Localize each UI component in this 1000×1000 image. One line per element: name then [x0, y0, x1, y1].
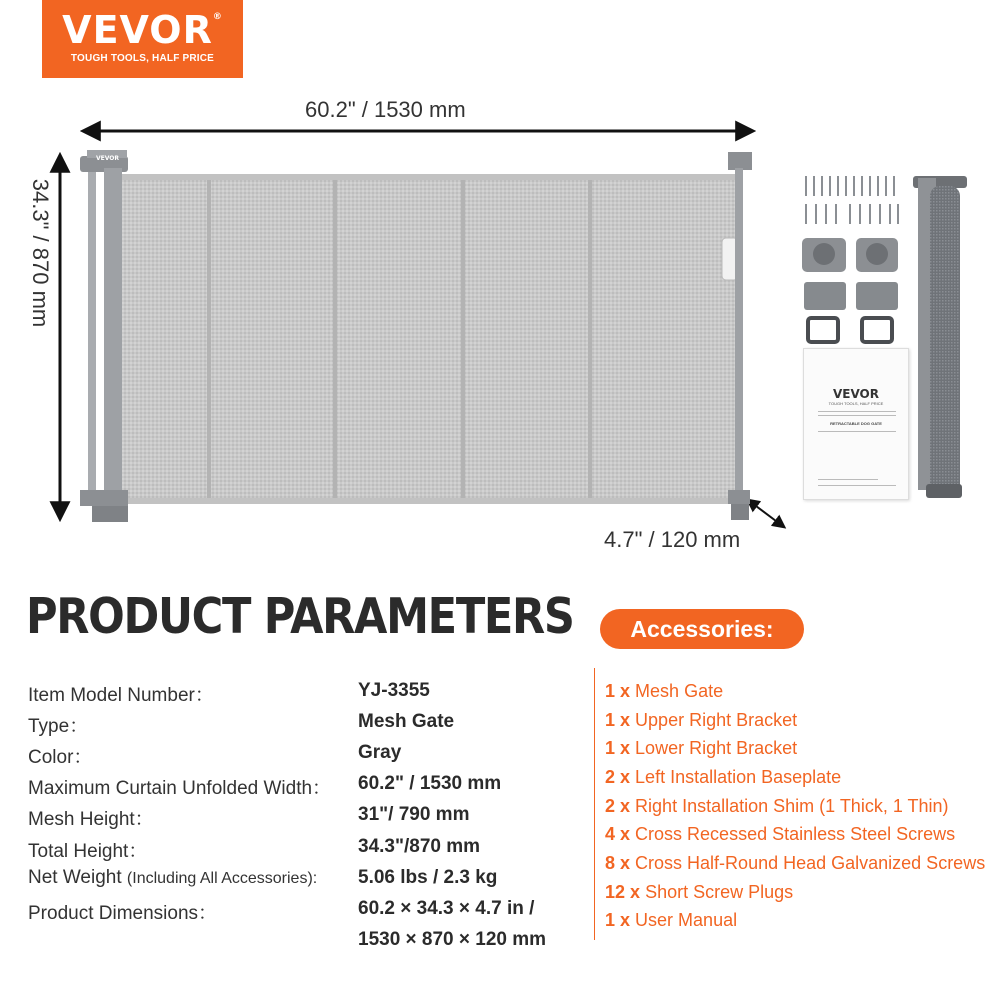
- accessory-name: Left Installation Baseplate: [635, 767, 842, 787]
- param-label: Maximum Curtain Unfolded Width：: [28, 778, 332, 799]
- accessory-name: Mesh Gate: [635, 681, 724, 701]
- accessory-item: [605, 681, 723, 709]
- left-cassette: [80, 150, 128, 522]
- param-label: Type：: [28, 716, 89, 737]
- rolled-gate: [913, 176, 967, 498]
- param-label: Color：: [28, 747, 93, 768]
- accessory-item: [605, 910, 737, 938]
- param-value: Gray: [358, 742, 402, 763]
- param-label: Product Dimensions：: [28, 903, 218, 924]
- accessory-name: Upper Right Bracket: [635, 710, 798, 730]
- accessory-name: User Manual: [635, 910, 738, 930]
- param-value: 5.06 lbs / 2.3 kg: [358, 867, 498, 888]
- accessory-name: Cross Half-Round Head Galvanized Screws: [635, 853, 986, 873]
- accessory-item: [605, 738, 797, 766]
- accessory-qty: 2 x: [605, 796, 631, 816]
- manual-title: RETRACTABLE DOG GATE: [830, 421, 882, 426]
- height-dimension-label: 34.3" / 870 mm: [28, 178, 53, 328]
- accessory-name: Short Screw Plugs: [645, 882, 794, 902]
- param-value: YJ-3355: [358, 680, 430, 701]
- param-value: 34.3"/870 mm: [358, 836, 481, 857]
- param-label: Total Height：: [28, 841, 148, 862]
- accessory-item: [605, 882, 793, 910]
- accessory-qty: 12 x: [605, 882, 641, 902]
- param-label-note: (Including All Accessories):: [126, 870, 318, 887]
- accessory-qty: 2 x: [605, 767, 631, 787]
- param-value: 1530 × 870 × 120 mm: [358, 929, 547, 950]
- registered-mark: ®: [212, 12, 223, 22]
- parameters-title: PRODUCT PARAMETERS: [26, 588, 574, 645]
- accessory-qty: 1 x: [605, 910, 631, 930]
- accessory-item: [605, 824, 955, 852]
- accessories-divider: [594, 668, 595, 940]
- accessory-item: [605, 796, 949, 824]
- accessory-qty: 4 x: [605, 824, 631, 844]
- accessory-name: Lower Right Bracket: [635, 738, 798, 758]
- accessory-item: [605, 853, 985, 881]
- brackets-set: [802, 238, 898, 342]
- param-value: 31"/ 790 mm: [358, 804, 470, 825]
- svg-text:VEVOR: VEVOR: [96, 155, 120, 162]
- param-label: Item Model Number：: [28, 685, 214, 706]
- width-dimension-label: 60.2" / 1530 mm: [305, 97, 466, 122]
- param-value: 60.2 × 34.3 × 4.7 in /: [358, 898, 535, 919]
- accessory-qty: 1 x: [605, 738, 631, 758]
- manual-tagline: TOUGH TOOLS, HALF PRICE: [828, 401, 884, 406]
- manual-brand: VEVOR: [832, 387, 879, 401]
- depth-dimension-label: 4.7" / 120 mm: [604, 527, 741, 552]
- accessory-qty: 1 x: [605, 681, 631, 701]
- param-value: Mesh Gate: [358, 711, 455, 732]
- accessories-title: Accessories:: [600, 609, 804, 649]
- user-manual: [803, 348, 909, 500]
- param-label: Net Weight: [28, 867, 127, 888]
- accessory-item: [605, 767, 841, 795]
- accessory-name: Right Installation Shim (1 Thick, 1 Thin): [635, 796, 949, 816]
- mesh-curtain: [120, 174, 738, 504]
- param-value: 60.2" / 1530 mm: [358, 773, 502, 794]
- accessory-qty: 8 x: [605, 853, 631, 873]
- screws-set: [806, 176, 898, 224]
- param-label: Mesh Height：: [28, 809, 154, 830]
- depth-arrow: [748, 500, 784, 527]
- accessory-qty: 1 x: [605, 710, 631, 730]
- accessory-item: [605, 710, 797, 738]
- accessory-name: Cross Recessed Stainless Steel Screws: [635, 824, 956, 844]
- brand-name: VEVOR: [62, 8, 213, 52]
- brand-tagline: TOUGH TOOLS, HALF PRICE: [70, 53, 215, 64]
